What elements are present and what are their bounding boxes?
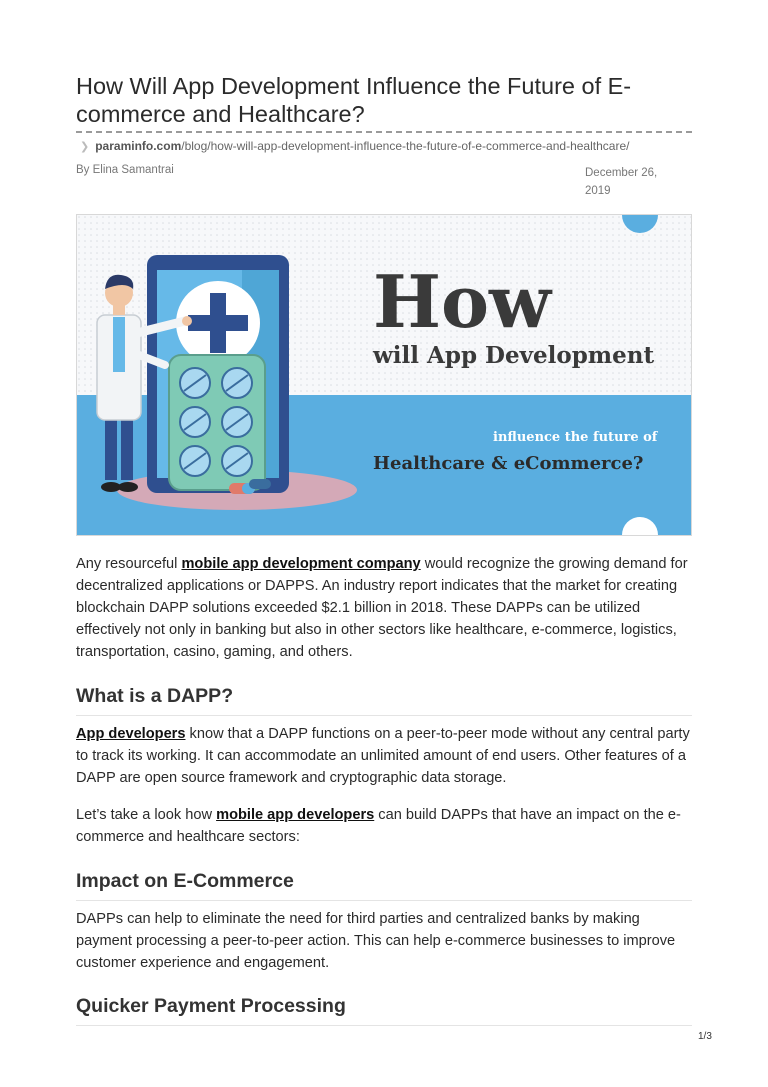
app-developers-link[interactable]: App developers [76, 726, 186, 742]
dapp-paragraph-1-text: know that a DAPP functions on a peer-to-peer mode without any central party to track its working. It can accommodate an unlimited amount of end users. Other features of a DAPP are open source framework and cryptographic data storage. [76, 726, 690, 786]
dapp-paragraph-2 [76, 804, 696, 848]
mobile-app-development-company-link[interactable]: mobile app development company [181, 556, 421, 572]
heading-quicker-payment: Quicker Payment Processing [76, 995, 692, 1026]
link-icon: ❯ [80, 141, 90, 153]
hero-text-small: influence the future of [493, 430, 658, 445]
publish-date-line1: December 26, [585, 167, 658, 179]
hero-image [76, 214, 692, 536]
source-url[interactable] [80, 139, 629, 153]
dapp-paragraph-2-before: Let’s take a look how [76, 807, 217, 823]
intro-text-after: would recognize the growing demand for decentralized applications or DAPPS. An industry report indicates that the market for creating blockchain DAPP solutions exceeded $2.1 billion in 2018. These DAPPs can be utilized effectively not only in banking but also in other sectors like healthcare, e-commerce, logistics, transportation, casino, gaming, and others. [76, 556, 688, 660]
heading-impact-ecommerce: Impact on E-Commerce [76, 870, 692, 901]
url-path[interactable]: /blog/how-will-app-development-influence-the-future-of-e-commerce-and-healthcare/ [181, 139, 630, 153]
url-domain[interactable]: paraminfo.com [95, 139, 182, 153]
heading-what-is-dapp: What is a DAPP? [76, 685, 692, 716]
article-title: How Will App Development Influence the Future of E-commerce and Healthcare? [76, 73, 632, 127]
intro-text-before: Any resourceful [76, 556, 182, 572]
dapp-paragraph-1 [76, 723, 696, 789]
dapp-paragraph-2-after: can build DAPPs that have an impact on the e-commerce and healthcare sectors: [76, 807, 681, 845]
publish-date [585, 164, 685, 200]
hero-illustration [77, 215, 691, 535]
page-number: 1/3 [698, 1031, 712, 1042]
intro-paragraph [76, 553, 696, 663]
hero-text-sub: will App Development [373, 342, 655, 369]
pill-pack-icon [169, 355, 265, 490]
title-divider [76, 131, 692, 133]
author-byline: By Elina Samantrai [76, 164, 174, 176]
mobile-app-developers-link[interactable]: mobile app developers [216, 807, 375, 823]
publish-date-line2: 2019 [585, 185, 611, 197]
hero-text-how: How [373, 259, 552, 344]
ecommerce-paragraph: DAPPs can help to eliminate the need for third parties and centralized banks by making payment processing a peer-to-peer action. This can help e-commerce businesses to improve customer experience and engagement. [76, 911, 676, 971]
hero-text-bold: Healthcare & eCommerce? [373, 453, 644, 474]
